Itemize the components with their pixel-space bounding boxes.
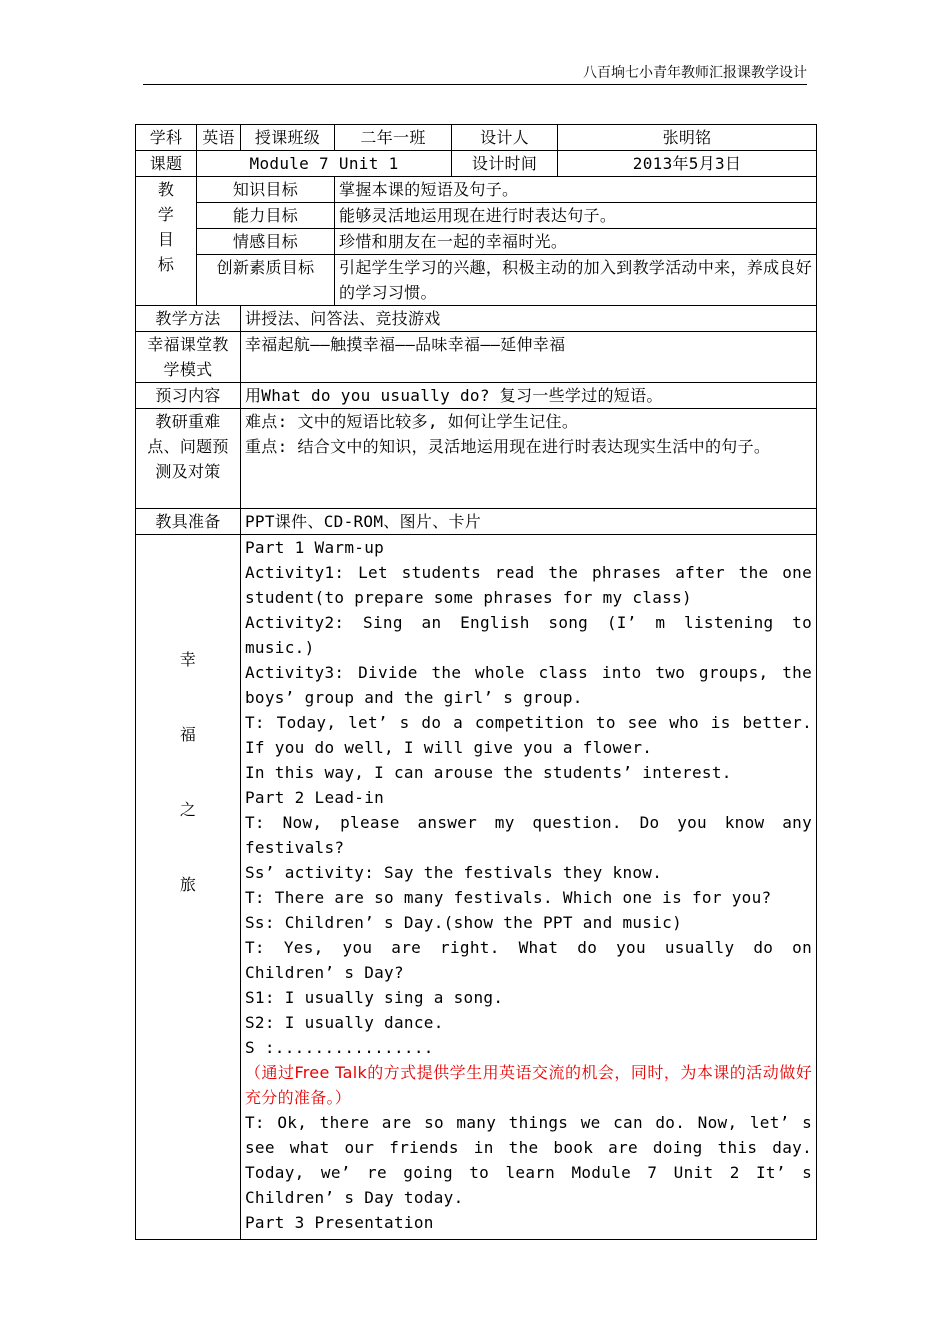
goals-label: 教 学 目 标 <box>136 177 197 306</box>
s2-line: S2: I usually dance. <box>245 1013 444 1032</box>
students-activity: Ss’ activity: Say the festivals they know. <box>245 863 663 882</box>
s-dots-line: S :................ <box>245 1038 434 1057</box>
key-point-text: 重点: 结合文中的知识，灵活地运用现在进行时表达现实生活中的句子。 <box>245 437 771 456</box>
topic-label: 课题 <box>136 151 197 177</box>
designer-value: 张明铭 <box>558 125 817 151</box>
model-row <box>136 332 817 383</box>
activity-3: Activity3: Divide the whole class into two groups, the boys’ group and the girl’ s group. <box>245 663 813 707</box>
research-label: 教研重难点、问题预测及对策 <box>136 409 241 509</box>
research-text <box>241 409 817 509</box>
subject-value: 英语 <box>197 125 241 151</box>
date-label: 设计时间 <box>452 151 558 177</box>
topic-value: Module 7 Unit 1 <box>197 151 452 177</box>
journey-row <box>136 535 817 1240</box>
goal-row-emotion <box>136 229 817 255</box>
s1-line: S1: I usually sing a song. <box>245 988 504 1007</box>
journey-label: 幸 福 之 旅 <box>136 535 241 1240</box>
info-row-2 <box>136 151 817 177</box>
teacher-line-5: T: Ok, there are so many things we can do. Now, let’ s see what our friends in the book are doing this day. Today, we’ re going to learn Module 7 Unit 2 It’ s Children’ s Day today. <box>245 1113 813 1207</box>
class-value: 二年一班 <box>335 125 452 151</box>
materials-text: PPT课件、CD-ROM、图片、卡片 <box>241 509 817 535</box>
goal-label-knowledge: 知识目标 <box>197 177 335 203</box>
date-value: 2013年5月3日 <box>558 151 817 177</box>
goal-row-knowledge <box>136 177 817 203</box>
model-label: 幸福课堂教学模式 <box>136 332 241 383</box>
goal-text-emotion: 珍惜和朋友在一起的幸福时光。 <box>335 229 817 255</box>
difficulty-text: 难点: 文中的短语比较多, 如何让学生记住。 <box>245 412 579 431</box>
students-answer: Ss: Children’ s Day.(show the PPT and music) <box>245 913 683 932</box>
activity-2: Activity2: Sing an English song (I’ m listening to music.) <box>245 613 813 657</box>
purpose-line: In this way, I can arouse the students’ interest. <box>245 763 732 782</box>
info-row-1 <box>136 125 817 151</box>
activity-1: Activity1: Let students read the phrases after the one student(to prepare some phrases for my class) <box>245 563 813 607</box>
goal-row-innovation <box>136 255 817 306</box>
goal-text-knowledge: 掌握本课的短语及句子。 <box>335 177 817 203</box>
goal-text-ability: 能够灵活地运用现在进行时表达句子。 <box>335 203 817 229</box>
design-note: （通过Free Talk的方式提供学生用英语交流的机会，同时，为本课的活动做好充分的准备。） <box>245 1063 813 1107</box>
preview-text: 用What do you usually do? 复习一些学过的短语。 <box>241 383 817 409</box>
designer-label: 设计人 <box>452 125 558 151</box>
teacher-line-3: T: There are so many festivals. Which one is for you? <box>245 888 772 907</box>
model-text: 幸福起航——触摸幸福——品味幸福——延伸幸福 <box>241 332 817 383</box>
class-label: 授课班级 <box>241 125 335 151</box>
materials-row <box>136 509 817 535</box>
preview-label: 预习内容 <box>136 383 241 409</box>
journey-content <box>241 535 817 1240</box>
goal-text-innovation: 引起学生学习的兴趣，积极主动的加入到教学活动中来，养成良好的学习习惯。 <box>335 255 817 306</box>
method-row <box>136 306 817 332</box>
goal-label-innovation: 创新素质目标 <box>197 255 335 306</box>
part1-heading: Part 1 Warm-up <box>245 538 385 557</box>
method-label: 教学方法 <box>136 306 241 332</box>
goal-row-ability <box>136 203 817 229</box>
part2-heading: Part 2 Lead-in <box>245 788 385 807</box>
method-text: 讲授法、问答法、竞技游戏 <box>241 306 817 332</box>
teacher-line-1: T: Today, let’ s do a competition to see who is better. If you do well, I will give you a flower. <box>245 713 813 757</box>
teacher-line-2: T: Now, please answer my question. Do you know any festivals? <box>245 813 813 857</box>
teacher-line-4: T: Yes, you are right. What do you usually do on Children’ s Day? <box>245 938 813 982</box>
part3-heading: Part 3 Presentation <box>245 1213 434 1232</box>
research-row <box>136 409 817 509</box>
subject-label: 学科 <box>136 125 197 151</box>
page-header: 八百垧七小青年教师汇报课教学设计 <box>143 63 807 85</box>
preview-row <box>136 383 817 409</box>
goal-label-emotion: 情感目标 <box>197 229 335 255</box>
lesson-plan-table <box>135 124 817 1240</box>
materials-label: 教具准备 <box>136 509 241 535</box>
goal-label-ability: 能力目标 <box>197 203 335 229</box>
